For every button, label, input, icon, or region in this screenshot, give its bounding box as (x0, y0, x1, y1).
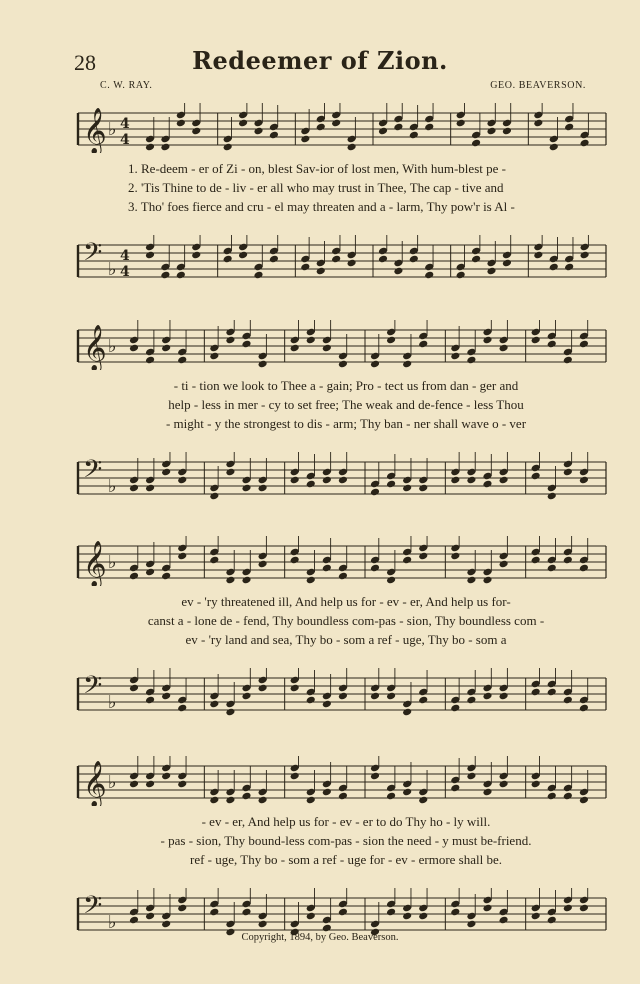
note-head (386, 792, 396, 801)
note-head (161, 468, 171, 477)
note-head (370, 692, 380, 701)
note-head (563, 356, 573, 365)
note-head (225, 708, 235, 717)
note-head (502, 259, 512, 268)
note-head (486, 267, 496, 276)
note-head (547, 792, 557, 801)
note-head (258, 796, 268, 805)
note-head (209, 700, 219, 709)
time-signature-top: 4 (120, 116, 130, 132)
note-head (482, 904, 492, 913)
note-head (563, 792, 573, 801)
music-credit: GEO. BEAVERSON. (490, 80, 586, 91)
note-head (161, 692, 171, 701)
note-head (393, 123, 403, 132)
note-head (386, 480, 396, 489)
note-head (418, 696, 428, 705)
note-head (370, 488, 380, 497)
note-head (306, 336, 316, 345)
note-head (409, 131, 419, 140)
note-head (471, 255, 481, 264)
note-head (482, 576, 492, 585)
note-head (547, 340, 557, 349)
note-head (402, 556, 412, 565)
note-head (177, 904, 187, 913)
note-head (177, 356, 187, 365)
note-head (176, 271, 186, 280)
lyric-verse-1: - ti - tion we look to Thee a - gain; Pro - tect us from dan - ger and (173, 378, 519, 393)
lyric-verse-3: 3. Tho' foes fierce and cru - el may threaten and a - larm, Thy pow'r is Al - (128, 199, 515, 214)
note-head (471, 139, 481, 148)
note-head (418, 796, 428, 805)
lyric-verse-2: help - less in mer - cy to set free; The weak and de-fence - less Thou (168, 397, 524, 412)
note-head (450, 784, 460, 793)
note-head (258, 360, 268, 369)
note-head (579, 340, 589, 349)
note-head (331, 255, 341, 264)
note-head (209, 492, 219, 501)
note-head (290, 344, 300, 353)
note-head (209, 908, 219, 917)
note-head (306, 796, 316, 805)
note-head (129, 484, 139, 493)
bass-staff-1 (72, 235, 612, 285)
note-head (306, 480, 316, 489)
bass-clef-icon: 𝄢 (83, 238, 103, 273)
note-head (386, 336, 396, 345)
note-head (209, 556, 219, 565)
note-head (580, 251, 590, 260)
note-head (579, 704, 589, 713)
lyric-verse-2: canst a - lone de - fend, Thy boundless com-pas - sion, Thy boundless com - (147, 613, 545, 628)
note-head (450, 352, 460, 361)
note-head (258, 484, 268, 493)
copyright-notice: Copyright, 1894, by Geo. Beaverson. (241, 932, 399, 943)
note-head (238, 119, 248, 128)
lyric-verse-3: ev - 'ry land and sea, Thy bo - som a ref - uge, Thy bo - som a (185, 632, 507, 647)
hymn-title: Redeemer of Zion. (192, 46, 448, 75)
note-head (300, 263, 310, 272)
flat-key-signature-icon: ♭ (108, 772, 117, 793)
note-head (418, 484, 428, 493)
note-head (347, 259, 357, 268)
note-head (129, 916, 139, 925)
note-head (456, 119, 466, 128)
note-head (161, 344, 171, 353)
note-head (499, 780, 509, 789)
bass-clef-icon: 𝄢 (83, 671, 103, 706)
note-head (322, 476, 332, 485)
note-head (177, 476, 187, 485)
note-head (241, 908, 251, 917)
note-head (322, 564, 332, 573)
note-head (145, 912, 155, 921)
note-head (499, 344, 509, 353)
note-head (223, 143, 233, 152)
lyric-verse-1: 1. Re-deem - er of Zi - on, blest Sav-ior of lost men, With hum-blest pe - (128, 161, 506, 176)
note-head (241, 484, 251, 493)
note-head (129, 684, 139, 693)
note-head (531, 780, 541, 789)
note-head (386, 908, 396, 917)
note-head (450, 908, 460, 917)
note-head (191, 127, 201, 136)
note-head (531, 556, 541, 565)
treble-staff-3 (72, 536, 612, 586)
note-head (402, 484, 412, 493)
note-head (225, 468, 235, 477)
note-head (306, 576, 316, 585)
note-head (580, 139, 590, 148)
note-head (290, 556, 300, 565)
flat-key-signature-icon: ♭ (108, 912, 117, 933)
note-head (402, 788, 412, 797)
note-head (253, 127, 263, 136)
note-head (549, 263, 559, 272)
note-head (269, 131, 279, 140)
note-head (225, 796, 235, 805)
treble-staff-4 (72, 756, 612, 806)
note-head (547, 564, 557, 573)
treble-clef-icon: 𝄞 (83, 325, 107, 370)
note-head (331, 119, 341, 128)
time-signature-bottom: 4 (120, 264, 130, 280)
note-head (563, 468, 573, 477)
note-head (456, 271, 466, 280)
note-head (209, 352, 219, 361)
note-head (306, 912, 316, 921)
treble-staff-2 (72, 320, 612, 370)
note-head (338, 476, 348, 485)
note-head (241, 340, 251, 349)
note-head (409, 255, 419, 264)
note-head (386, 576, 396, 585)
note-head (370, 772, 380, 781)
note-head (466, 476, 476, 485)
note-head (322, 344, 332, 353)
note-head (241, 576, 251, 585)
note-head (402, 912, 412, 921)
note-head (499, 692, 509, 701)
note-head (579, 476, 589, 485)
time-signature-bottom: 4 (120, 132, 130, 148)
note-head (502, 127, 512, 136)
note-head (402, 360, 412, 369)
note-head (338, 692, 348, 701)
note-head (418, 912, 428, 921)
note-head (402, 708, 412, 717)
note-head (466, 920, 476, 929)
music-system-3 (72, 528, 612, 718)
note-head (258, 560, 268, 569)
note-head (579, 904, 589, 913)
note-head (531, 472, 541, 481)
note-head (547, 492, 557, 501)
note-head (450, 552, 460, 561)
note-head (386, 692, 396, 701)
note-head (145, 780, 155, 789)
note-head (177, 552, 187, 561)
note-head (466, 356, 476, 365)
note-head (290, 476, 300, 485)
note-head (209, 796, 219, 805)
note-head (338, 360, 348, 369)
note-head (145, 696, 155, 705)
flat-key-signature-icon: ♭ (108, 336, 117, 357)
note-head (563, 904, 573, 913)
flat-key-signature-icon: ♭ (108, 119, 117, 140)
bass-clef-icon: 𝄢 (83, 455, 103, 490)
note-head (486, 127, 496, 136)
note-head (225, 576, 235, 585)
note-head (290, 772, 300, 781)
note-head (499, 476, 509, 485)
note-head (466, 696, 476, 705)
note-head (549, 143, 559, 152)
music-system-2 (72, 312, 612, 502)
note-head (563, 556, 573, 565)
flat-key-signature-icon: ♭ (108, 476, 117, 497)
bass-staff-3 (72, 668, 612, 718)
note-head (564, 123, 574, 132)
note-head (533, 251, 543, 260)
note-head (223, 255, 233, 264)
music-system-4 (72, 748, 612, 938)
note-head (450, 704, 460, 713)
note-head (161, 772, 171, 781)
words-credit: C. W. RAY. (100, 80, 153, 91)
time-signature-top: 4 (120, 248, 130, 264)
bass-staff-2 (72, 452, 612, 502)
note-head (300, 135, 310, 144)
bass-staff-4 (72, 888, 612, 938)
lyric-verse-3: - might - y the strongest to dis - arm; Thy ban - ner shall wave o - ver (165, 416, 527, 431)
note-head (482, 336, 492, 345)
note-head (241, 692, 251, 701)
note-head (145, 356, 155, 365)
note-head (563, 696, 573, 705)
note-head (338, 908, 348, 917)
note-head (531, 336, 541, 345)
note-head (424, 271, 434, 280)
treble-staff-1 (72, 103, 612, 153)
note-head (290, 684, 300, 693)
flat-key-signature-icon: ♭ (108, 259, 117, 280)
flat-key-signature-icon: ♭ (108, 552, 117, 573)
note-head (241, 792, 251, 801)
note-head (238, 251, 248, 260)
note-head (161, 572, 171, 581)
note-head (338, 572, 348, 581)
flat-key-signature-icon: ♭ (108, 692, 117, 713)
lyric-verse-3: ref - uge, Thy bo - som a ref - uge for - ev - ermore shall be. (190, 852, 502, 867)
note-head (347, 143, 357, 152)
note-head (370, 360, 380, 369)
note-head (393, 267, 403, 276)
note-head (418, 340, 428, 349)
note-head (579, 564, 589, 573)
note-head (160, 271, 170, 280)
note-head (306, 696, 316, 705)
note-head (418, 552, 428, 561)
note-head (145, 143, 155, 152)
note-head (145, 568, 155, 577)
note-head (225, 336, 235, 345)
note-head (253, 271, 263, 280)
note-head (579, 796, 589, 805)
note-head (129, 780, 139, 789)
note-head (482, 788, 492, 797)
bass-clef-icon: 𝄢 (83, 891, 103, 926)
lyric-verse-1: - ev - er, And help us for - ev - er to do Thy ho - ly will. (201, 814, 491, 829)
note-head (547, 688, 557, 697)
note-head (145, 251, 155, 260)
note-head (160, 143, 170, 152)
treble-clef-icon: 𝄞 (83, 541, 107, 586)
note-head (177, 780, 187, 789)
note-head (176, 119, 186, 128)
lyric-verse-2: 2. 'Tis Thine to de - liv - er all who may trust in Thee, The cap - tive and (128, 180, 504, 195)
note-head (322, 700, 332, 709)
note-head (531, 912, 541, 921)
note-head (269, 255, 279, 264)
note-head (466, 772, 476, 781)
note-head (191, 251, 201, 260)
treble-clef-icon: 𝄞 (83, 108, 107, 153)
note-head (258, 920, 268, 929)
note-head (482, 480, 492, 489)
note-head (378, 127, 388, 136)
music-system-1 (72, 95, 612, 285)
note-head (533, 119, 543, 128)
page-number: 28 (74, 50, 96, 75)
note-head (145, 484, 155, 493)
note-head (531, 688, 541, 697)
note-head (316, 123, 326, 132)
note-head (547, 916, 557, 925)
note-head (466, 576, 476, 585)
note-head (424, 123, 434, 132)
note-head (450, 476, 460, 485)
note-head (499, 916, 509, 925)
note-head (499, 560, 509, 569)
note-head (258, 684, 268, 693)
note-head (564, 263, 574, 272)
note-head (129, 344, 139, 353)
note-head (316, 267, 326, 276)
note-head (370, 564, 380, 573)
note-head (177, 704, 187, 713)
note-head (322, 788, 332, 797)
note-head (378, 255, 388, 264)
note-head (338, 792, 348, 801)
lyric-verse-1: ev - 'ry threatened ill, And help us for - ev - er, And help us for- (181, 594, 511, 609)
lyric-verse-2: - pas - sion, Thy bound-less com-pas - sion the need - y must be-friend. (160, 833, 532, 848)
treble-clef-icon: 𝄞 (83, 761, 107, 806)
note-head (161, 920, 171, 929)
note-head (482, 692, 492, 701)
note-head (129, 572, 139, 581)
